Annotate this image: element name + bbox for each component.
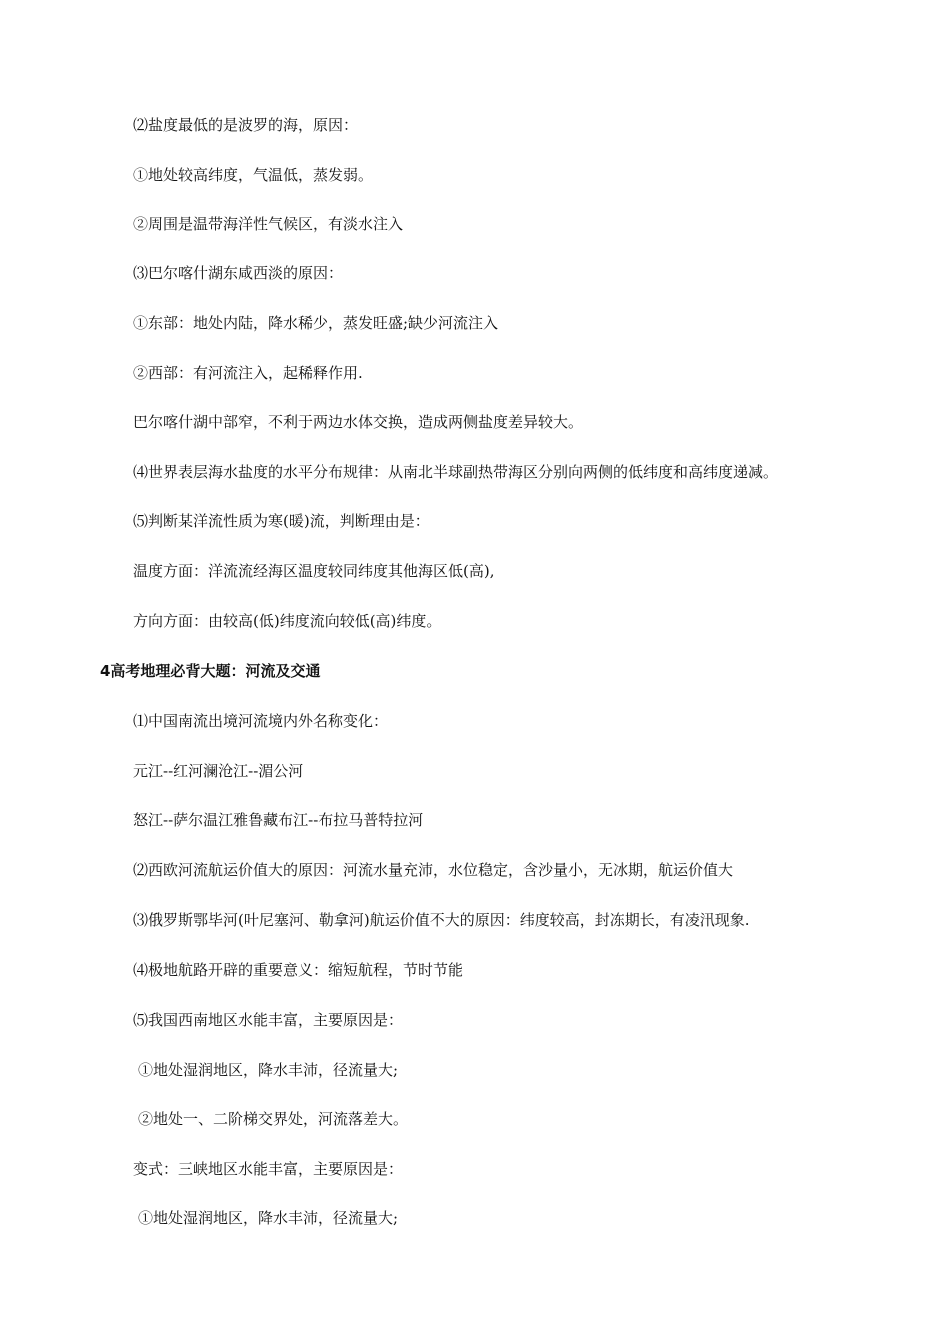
section-heading: 4高考地理必背大题：河流及交通 [100,662,321,680]
text-line: ②周围是温带海洋性气候区，有淡水注入 [133,215,404,233]
text-line: 巴尔喀什湖中部窄，不利于两边水体交换，造成两侧盐度差异较大。 [133,413,584,431]
text-line: ⑷世界表层海水盐度的水平分布规律：从南北半球副热带海区分别向两侧的低纬度和高纬度递减。 [133,463,779,481]
text-line: ⑵西欧河流航运价值大的原因：河流水量充沛，水位稳定，含沙量小，无冰期，航运价值大 [133,861,734,879]
text-line: ①地处较高纬度，气温低，蒸发弱。 [133,166,374,184]
text-line: ①地处湿润地区，降水丰沛，径流量大; [138,1209,399,1227]
text-line: 元江--红河澜沧江--湄公河 [133,762,304,780]
text-line: ②西部：有河流注入，起稀释作用. [133,364,363,382]
text-line: ⑸我国西南地区水能丰富，主要原因是： [133,1011,404,1029]
text-line: 温度方面：洋流流经海区温度较同纬度其他海区低(高), [133,562,495,580]
text-line: 方向方面：由较高(低)纬度流向较低(高)纬度。 [133,612,442,630]
text-line: 怒江--萨尔温江雅鲁藏布江--布拉马普特拉河 [133,811,424,829]
text-line: ①东部：地处内陆，降水稀少，蒸发旺盛;缺少河流注入 [133,314,499,332]
text-line: ②地处一、二阶梯交界处，河流落差大。 [138,1110,409,1128]
text-line: ①地处湿润地区，降水丰沛，径流量大; [138,1061,399,1079]
text-line: ⑵盐度最低的是波罗的海，原因： [133,116,359,134]
text-line: ⑷极地航路开辟的重要意义：缩短航程，节时节能 [133,961,464,979]
text-line: ⑸判断某洋流性质为寒(暖)流，判断理由是： [133,512,430,530]
text-line: ⑴中国南流出境河流境内外名称变化： [133,712,389,730]
text-line: 变式：三峡地区水能丰富，主要原因是： [133,1160,404,1178]
text-line: ⑶巴尔喀什湖东咸西淡的原因： [133,264,344,282]
text-line: ⑶俄罗斯鄂毕河(叶尼塞河、勒拿河)航运价值不大的原因：纬度较高，封冻期长，有凌汛现象. [133,911,750,929]
